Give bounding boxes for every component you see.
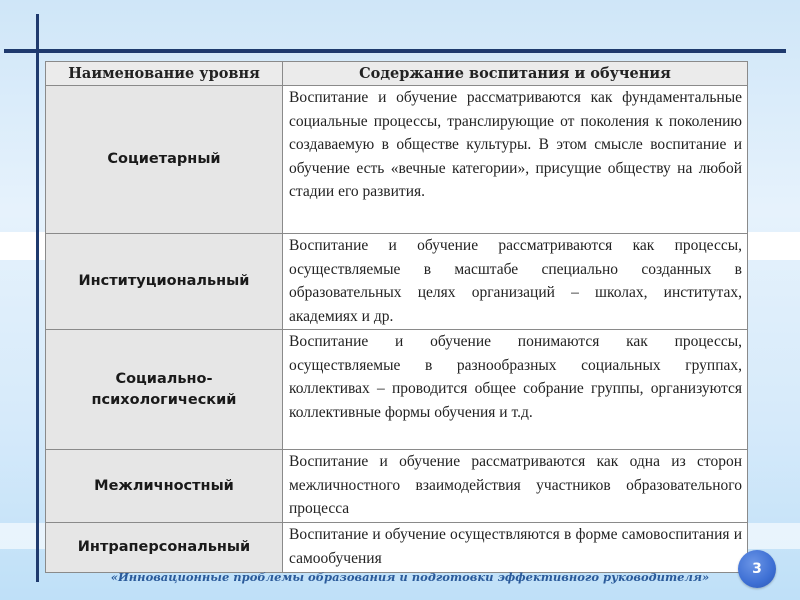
table-row — [46, 234, 748, 330]
level-name: Межличностный — [46, 450, 283, 523]
column-header-content: Содержание воспитания и обучения — [283, 62, 748, 86]
level-name: Интраперсональный — [46, 523, 283, 573]
decorative-horizontal-line — [4, 49, 786, 53]
level-name: Институциональный — [46, 234, 283, 330]
table-header-row — [46, 62, 748, 86]
column-header-level: Наименование уровня — [46, 62, 283, 86]
level-content: Воспитание и обучение рассматриваются как процессы, осуществляемые в масштабе специально созданных в образовательных целях организаций – школах, институтах, академиях и др. — [283, 234, 748, 330]
level-content: Воспитание и обучение рассматриваются как фундаментальные социальные процессы, транслирующие от поколения к поколению создаваемую в обществе культуры. В этом смысле воспитание и обучение есть «вечные категории», присущие обществу на любой стадии его развития. — [283, 86, 748, 234]
decorative-vertical-line — [36, 14, 39, 582]
table-row — [46, 523, 748, 573]
level-name: Социально-психологический — [46, 330, 283, 450]
level-name: Социетарный — [46, 86, 283, 234]
level-content: Воспитание и обучение понимаются как процессы, осуществляемые в разнообразных социальных группах, коллективах – проводится общее собрание группы, организуются коллективные формы обучения и т.д. — [283, 330, 748, 450]
page-number-badge: 3 — [738, 550, 776, 588]
table-row — [46, 450, 748, 523]
level-content: Воспитание и обучение осуществляются в форме самовоспитания и самообучения — [283, 523, 748, 573]
table-row — [46, 330, 748, 450]
footer-caption: «Инновационные проблемы образования и подготовки эффективного руководителя» — [110, 570, 710, 584]
levels-table — [45, 61, 747, 573]
level-content: Воспитание и обучение рассматриваются как одна из сторон межличностного взаимодействия участников образовательного процесса — [283, 450, 748, 523]
table-row — [46, 86, 748, 234]
